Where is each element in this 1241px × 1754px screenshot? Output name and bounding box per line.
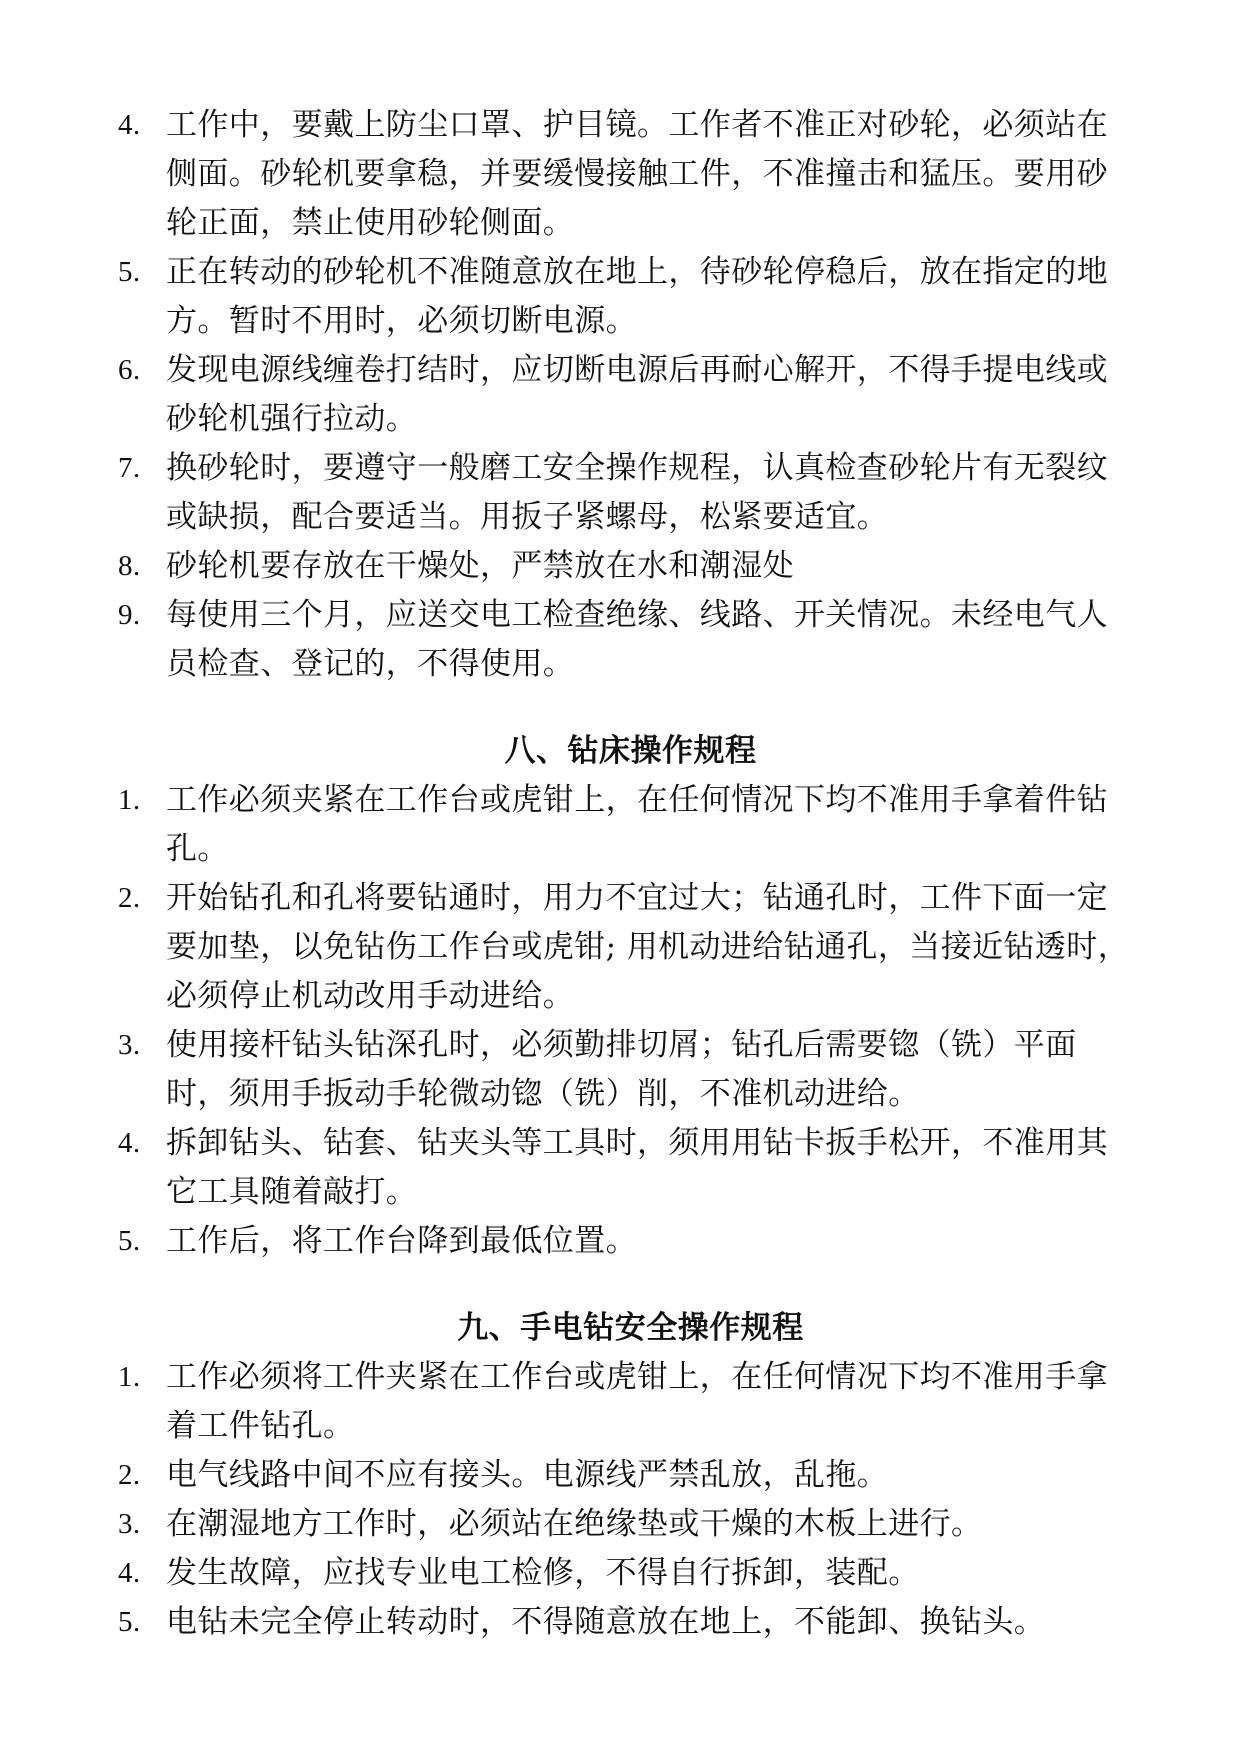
list-item (118, 101, 1131, 248)
list-item (118, 1217, 1131, 1266)
item-number: 6. (118, 354, 141, 386)
list-item (118, 248, 1131, 346)
item-number: 4. (118, 109, 141, 141)
item-text: 工作中，要戴上防尘口罩、护目镜。工作者不准正对砂轮，必须站在侧面。砂轮机要拿稳，并要缓慢接触工件，不准撞击和猛压。要用砂轮正面，禁止使用砂轮侧面。 (166, 107, 1108, 241)
list-item (118, 776, 1131, 874)
item-number: 5. (118, 256, 141, 288)
item-number: 5. (118, 1606, 141, 1638)
section-heading-drill-press: 八、钻床操作规程 (504, 733, 757, 769)
list-item (118, 1119, 1131, 1217)
item-text: 在潮湿地方工作时，必须站在绝缘垫或干燥的木板上进行。 (166, 1506, 983, 1542)
list-item (118, 1598, 1131, 1647)
item-number: 2. (118, 882, 141, 914)
item-number: 9. (118, 599, 141, 631)
drill-press-rules-list (118, 776, 1131, 1266)
item-text: 开始钻孔和孔将要钻通时，用力不宜过大；钻通孔时，工件下面一定要加垫，以免钻伤工作台或虎钳; 用机动进给钻通孔，当接近钻透时，必须停止机动改用手动进给。 (166, 880, 1130, 1014)
item-text: 砂轮机要存放在干燥处，严禁放在水和潮湿处 (166, 548, 794, 584)
item-number: 1. (118, 1361, 141, 1393)
item-text: 电钻未完全停止转动时，不得随意放在地上，不能卸、换钻头。 (166, 1604, 1046, 1640)
item-number: 4. (118, 1557, 141, 1589)
section-heading-hand-drill: 九、手电钻安全操作规程 (457, 1310, 804, 1346)
hand-drill-rules-list (118, 1353, 1131, 1647)
list-item (118, 1500, 1131, 1549)
item-number: 3. (118, 1508, 141, 1540)
list-item (118, 1451, 1131, 1500)
item-number: 5. (118, 1225, 141, 1257)
list-item (118, 591, 1131, 689)
item-number: 2. (118, 1459, 141, 1491)
list-item (118, 346, 1131, 444)
item-text: 发生故障，应找专业电工检修，不得自行拆卸，装配。 (166, 1555, 920, 1591)
list-item (118, 874, 1131, 1021)
list-item (118, 542, 1131, 591)
list-item (118, 1549, 1131, 1598)
section-spacer (118, 689, 1131, 727)
item-number: 4. (118, 1127, 141, 1159)
item-number: 7. (118, 452, 141, 484)
item-number: 8. (118, 550, 141, 582)
item-text: 使用接杆钻头钻深孔时，必须勤排切屑；钻孔后需要锪（铣）平面时，须用手扳动手轮微动锪（铣）削，不准机动进给。 (166, 1027, 1077, 1112)
item-number: 3. (118, 1029, 141, 1061)
section-spacer (118, 1266, 1131, 1304)
item-text: 换砂轮时，要遵守一般磨工安全操作规程，认真检查砂轮片有无裂纹或缺损，配合要适当。用扳子紧螺母，松紧要适宜。 (166, 450, 1108, 535)
grinder-rules-list (118, 101, 1131, 689)
item-text: 拆卸钻头、钻套、钻夹头等工具时，须用用钻卡扳手松开，不准用其它工具随着敲打。 (166, 1125, 1108, 1210)
item-number: 1. (118, 784, 141, 816)
list-item (118, 444, 1131, 542)
item-text: 发现电源线缠卷打结时，应切断电源后再耐心解开，不得手提电线或砂轮机强行拉动。 (166, 352, 1108, 437)
list-item (118, 1353, 1131, 1451)
item-text: 每使用三个月，应送交电工检查绝缘、线路、开关情况。未经电气人员检查、登记的，不得使用。 (166, 597, 1108, 682)
item-text: 工作后，将工作台降到最低位置。 (166, 1223, 637, 1259)
item-text: 工作必须夹紧在工作台或虎钳上，在任何情况下均不准用手拿着件钻孔。 (166, 782, 1108, 867)
item-text: 电气线路中间不应有接头。电源线严禁乱放，乱拖。 (166, 1457, 889, 1493)
item-text: 工作必须将工件夹紧在工作台或虎钳上，在任何情况下均不准用手拿着工件钻孔。 (166, 1359, 1108, 1444)
item-text: 正在转动的砂轮机不准随意放在地上，待砂轮停稳后，放在指定的地方。暂时不用时，必须切断电源。 (166, 254, 1108, 339)
list-item (118, 1021, 1131, 1119)
